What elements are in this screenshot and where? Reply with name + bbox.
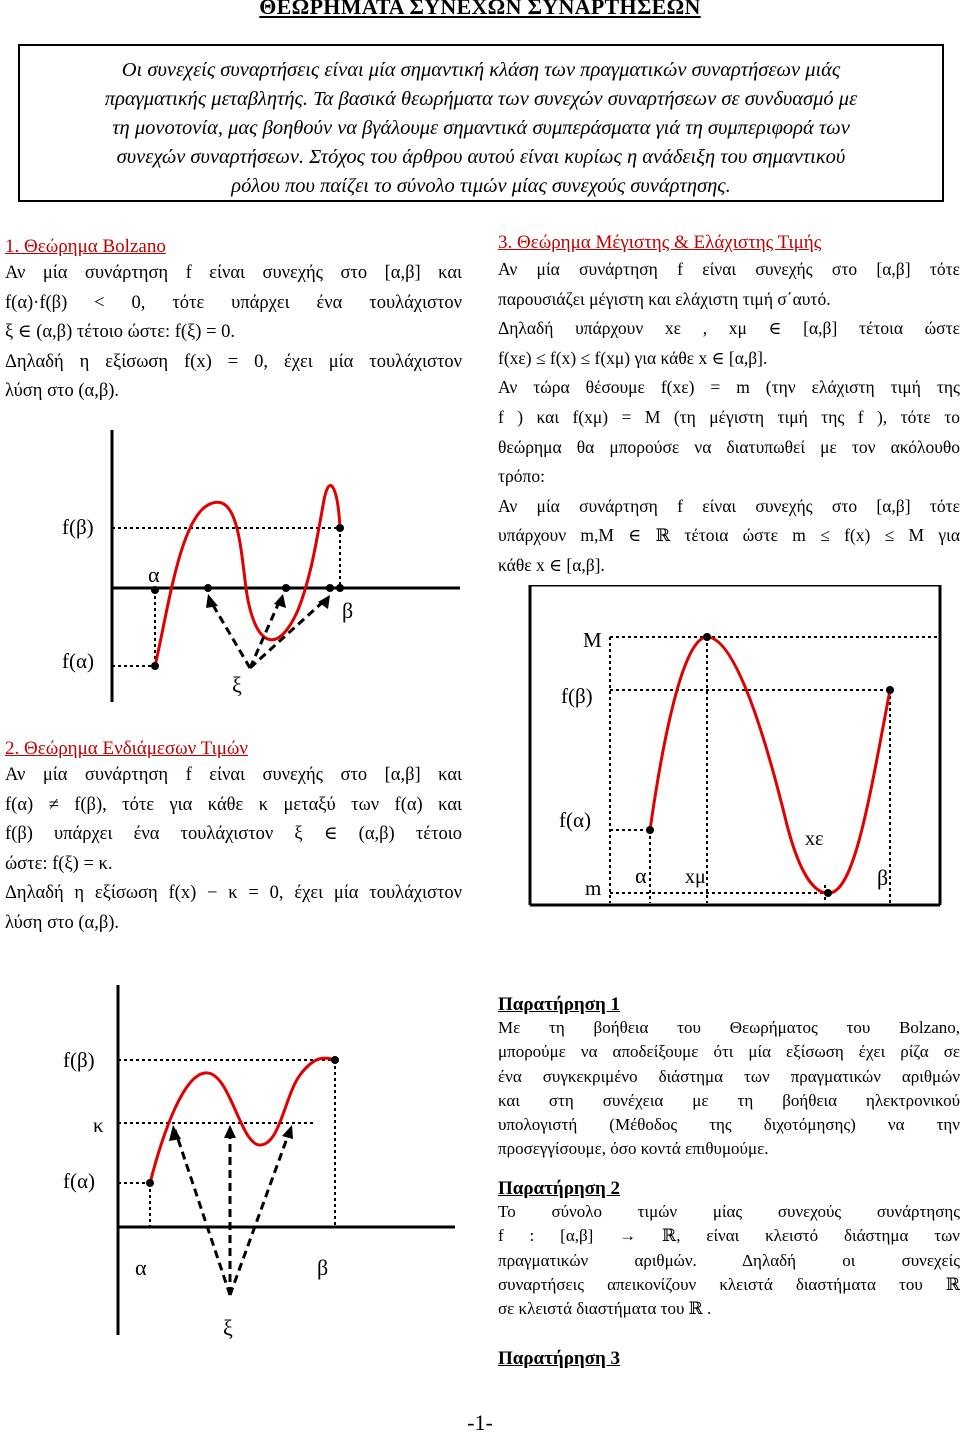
point (204, 584, 212, 592)
evt-figure (525, 585, 945, 915)
point (326, 584, 334, 592)
label-k: κ (93, 1113, 104, 1137)
remark2-heading: Παρατήρηση 2 (498, 1178, 621, 1199)
label-fb: f(β) (62, 515, 94, 539)
label-xm: xμ (685, 866, 706, 888)
label-a: α (635, 863, 647, 888)
evt-line: παρουσιάζει μέγιστη και ελάχιστη τιμή σ΄αυτό. (498, 288, 831, 309)
remark1-line: μπορούμε να αποδείξουμε ότι μία εξίσωση έχει ρίζα σε (498, 1042, 960, 1062)
bolzano-heading: 1. Θεώρημα Bolzano (5, 236, 166, 257)
bolzano-line: Αν μία συνάρτηση f είναι συνεχής στο [α,β] και (5, 263, 462, 283)
ivt-line: f(β) υπάρχει ένα τουλάχιστον ξ ∈ (α,β) τέτοιο (5, 824, 462, 844)
ivt-line: f(α) ≠ f(β), τότε για κάθε κ μεταξύ των f(α) και (5, 794, 462, 815)
label-a: α (135, 1255, 147, 1280)
ivt-figure (55, 985, 455, 1355)
arrow-head (282, 1125, 293, 1139)
evt-line: τρόπο: (498, 466, 545, 487)
point (646, 826, 654, 834)
label-fa: f(α) (62, 649, 94, 673)
arrow-head (318, 595, 330, 609)
bolzano-line: Δηλαδή η εξίσωση f(x) = 0, έχει μία τουλάχιστον (5, 351, 462, 372)
arrow (250, 600, 280, 668)
remark1-line: ένα συγκεκριμένο διάστημα των πραγματικών αριθμών (498, 1066, 960, 1086)
evt-line: Αν μία συνάρτηση f είναι συνεχής στο [α,β] τότε (498, 259, 960, 279)
evt-line: κάθε x ∈ [α,β]. (498, 554, 605, 575)
function-curve (650, 637, 890, 893)
evt-line: Αν τώρα θέσουμε f(xε) = m (την ελάχιστη τιμή της (498, 377, 960, 398)
label-fb: f(β) (63, 1048, 95, 1072)
label-fa: f(α) (559, 808, 591, 832)
function-curve (155, 485, 340, 666)
bolzano-line: f(α)·f(β) < 0, τότε υπάρχει ένα τουλάχιστον (5, 292, 462, 313)
remark1-line: υπολογιστή (Μέθοδος της διχοτόμησης) να την (498, 1115, 960, 1135)
remark1-text (498, 1016, 960, 1162)
intro-line: Οι συνεχείς συναρτήσεις είναι μία σημαντική κλάση των πραγματικών συναρτήσεων μιάς (121, 59, 841, 81)
remark1-heading: Παρατήρηση 1 (498, 994, 621, 1015)
page-number: -1- (467, 1410, 493, 1435)
intro-line: ρόλου που παίζει το σύνολο τιμών μίας συνεχούς συνάρτησης. (231, 175, 731, 197)
page-title: ΘΕΩΡΗΜΑΤΑ ΣΥΝΕΧΩΝ ΣΥΝΑΡΤΗΣΕΩΝ (259, 0, 701, 19)
remark2-line: Το σύνολο τιμών μίας συνεχούς συνάρτησης (498, 1202, 960, 1221)
remark2-line: f : [α,β] → ℝ, είναι κλειστό διάστημα των (498, 1226, 960, 1246)
arrow-head (224, 1125, 236, 1138)
point (331, 1056, 339, 1064)
arrow (210, 600, 250, 668)
point (146, 1179, 154, 1187)
intro-line: τη μονοτονία, μας βοηθούν να βγάλουμε σημαντικά συμπεράσματα γιά τη συμπεριφορά των (112, 117, 850, 139)
intro-line: συνεχών συναρτήσεων. Στόχος του άρθρου αυτού είναι κυρίως η ανάδειξη του σημαντικού (116, 146, 846, 168)
evt-line: Δηλαδή υπάρχουν xε , xμ ∈ [α,β] τέτοια ώστε (498, 318, 960, 339)
ivt-line: λύση στο (α,β). (5, 912, 120, 933)
evt-line: f ) και f(xμ) = M (τη μέγιστη τιμή της f ), τότε το (498, 406, 960, 427)
label-fa: f(α) (63, 1169, 95, 1193)
remark2-line: πραγματικών αριθμών. Δηλαδή οι συνεχείς (498, 1250, 960, 1270)
evt-text (498, 255, 960, 581)
arrow (175, 1130, 230, 1295)
label-b: β (877, 865, 889, 890)
remark3-heading: Παρατήρηση 3 (498, 1348, 621, 1369)
evt-line: Αν μία συνάρτηση f είναι συνεχής στο [α,β] τότε (498, 495, 960, 516)
label-m: m (585, 876, 602, 900)
point (824, 889, 832, 897)
point (886, 686, 894, 694)
remark1-line: και στη συνέχεια με τη βοήθεια ηλεκτρονικού (498, 1090, 960, 1110)
remark1-line: προσεγγίσουμε, όσο κοντά επιθυμούμε. (498, 1139, 769, 1159)
arrow (230, 1130, 290, 1295)
ivt-text (5, 761, 462, 938)
evt-heading: 3. Θεώρημα Μέγιστης & Ελάχιστης Τιμής (498, 232, 822, 253)
label-b: β (317, 1255, 329, 1280)
arrow-head (206, 594, 218, 608)
ivt-line: Δηλαδή η εξίσωση f(x) − κ = 0, έχει μία τουλάχιστον (5, 883, 462, 903)
point (336, 524, 344, 532)
intro-line: πραγματικής μεταβλητής. Τα βασικά θεωρήματα των συνεχών συναρτήσεων σε συνδυασμό με (104, 88, 858, 110)
bolzano-line: ξ ∈ (α,β) τέτοιο ώστε: f(ξ) = 0. (5, 322, 236, 342)
label-b: β (342, 598, 354, 623)
function-curve (150, 1058, 335, 1183)
evt-line: θεώρημα θα μπορούσε να διατυπωθεί με τον ακόλουθο (498, 436, 960, 457)
bolzano-text (5, 259, 462, 407)
ivt-heading: 2. Θεώρημα Ενδιάμεσων Τιμών (5, 738, 248, 759)
point (282, 584, 290, 592)
remark2-line: συναρτήσεις απεικονίζουν κλειστά διαστήματα του ℝ (498, 1274, 960, 1294)
bolzano-figure (40, 430, 460, 720)
ivt-line: ώστε: f(ξ) = κ. (5, 853, 113, 874)
label-fb: f(β) (561, 684, 593, 708)
label-xe: xε (805, 828, 824, 850)
remark1-line: Με τη βοήθεια του Θεωρήματος του Bolzano, (498, 1018, 960, 1037)
evt-line: υπάρχουν m,M ∈ ℝ τέτοια ώστε m ≤ f(x) ≤ M για (498, 525, 960, 546)
remark2-line: σε κλειστά διαστήματα του ℝ . (498, 1299, 712, 1319)
ivt-line: Αν μία συνάρτηση f είναι συνεχής στο [α,β] και (5, 765, 462, 785)
label-xi: ξ (223, 1315, 233, 1340)
arrow-head (169, 1125, 181, 1141)
intro-box (18, 44, 944, 202)
point (703, 633, 711, 641)
label-a: α (148, 562, 160, 587)
label-xi: ξ (232, 672, 242, 697)
label-M: M (583, 628, 602, 652)
evt-line: f(xε) ≤ f(x) ≤ f(xμ) για κάθε x ∈ [α,β]. (498, 347, 768, 368)
remark2-text (498, 1200, 960, 1321)
point (336, 584, 344, 592)
point (151, 662, 159, 670)
point (151, 586, 159, 594)
bolzano-line: λύση στο (α,β). (5, 381, 120, 401)
